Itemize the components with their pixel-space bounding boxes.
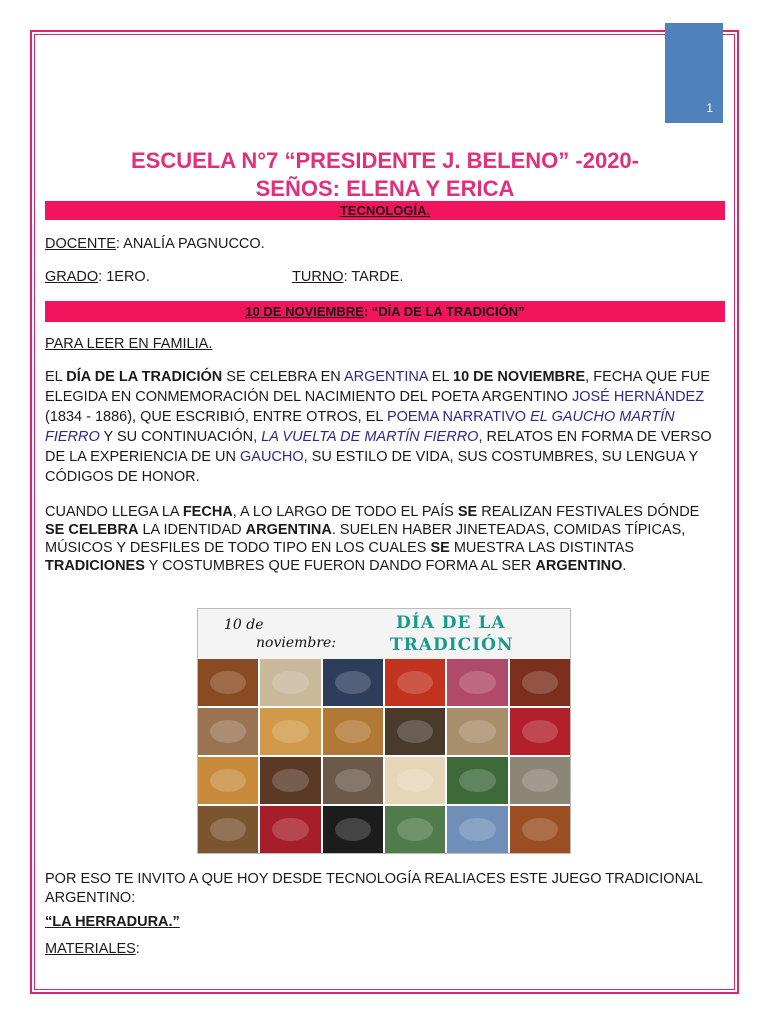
paragraph-festivals: CUANDO LLEGA LA FECHA, A LO LARGO DE TODO EL PAÍS SE REALIZAN FESTIVALES DÓNDE SE CELEBRA LA IDENTIDAD ARGENTINA. SUELEN HABER JINETEADAS, COMIDAS TÍPICAS, MÚSICOS Y DESFILES DE TODO TIPO EN LOS CUALES SE MUESTRA LAS DISTINTAS TRADICIONES Y COSTUMBRES QUE FUERON DANDO FORMA AL SER ARGENTINO. <box>45 504 700 574</box>
photo-saddle <box>447 708 507 755</box>
collage-title-2: TRADICIÓN <box>390 635 514 655</box>
docente-value: : ANALÍA PAGNUCCO. <box>115 236 265 252</box>
docente-line <box>45 235 265 253</box>
paragraph-tradition: EL DÍA DE LA TRADICIÓN SE CELEBRA EN ARGENTINA EL 10 DE NOVIEMBRE, FECHA QUE FUE ELEGIDA EN CONMEMORACIÓN DEL NACIMIENTO DEL POETA ARGENTINO JOSÉ HERNÁNDEZ (1834 - 1886), QUE ESCRIBIÓ, ENTRE OTROS, EL POEMA NARRATIVO EL GAUCHO MARTÍN FIERRO Y SU CONTINUACIÓN, LA VUELTA DE MARTÍN FIERRO, RELATOS EN FORMA DE VERSO DE LA EXPERIENCIA DE UN GAUCHO, SU ESTILO DE VIDA, SUS COSTUMBRES, SU LENGUA Y CÓDIGOS DE HONOR. <box>45 369 712 485</box>
collage-header <box>198 609 570 659</box>
photo-food <box>198 659 258 706</box>
photo-dulce <box>323 708 383 755</box>
photo-horse <box>260 757 320 804</box>
photo-stew <box>510 806 570 853</box>
grado-label: GRADO <box>45 269 99 285</box>
paragraph-invitation: POR ESO TE INVITO A QUE HOY DESDE TECNOLOGÍA REALIACES ESTE JUEGO TRADICIONAL ARGENTINO: <box>45 871 703 906</box>
page-number: 1 <box>706 101 713 115</box>
photo-rope <box>385 659 445 706</box>
link-argentina[interactable]: ARGENTINA <box>343 369 428 385</box>
subject-bar <box>45 201 725 220</box>
photo-cart <box>198 806 258 853</box>
banner-date: 10 DE NOVIEMBRE <box>245 304 364 319</box>
photo-knife <box>510 757 570 804</box>
docente-label: DOCENTE <box>45 236 116 252</box>
turno-line <box>292 268 403 286</box>
link-vuelta-martin-fierro[interactable]: LA VUELTA DE MARTÍN FIERRO <box>261 429 479 445</box>
photo-singer <box>323 659 383 706</box>
photo-dance <box>260 806 320 853</box>
link-gaucho[interactable]: GAUCHO <box>240 449 304 465</box>
subject-label: TECNOLOGÍA. <box>339 203 431 218</box>
photo-hat <box>323 806 383 853</box>
photo-guitar <box>385 757 445 804</box>
photo-gauchos <box>385 806 445 853</box>
section-label: PARA LEER EN FAMILIA. <box>45 336 213 352</box>
photo-poncho <box>510 708 570 755</box>
grado-value: : 1ERO. <box>98 269 150 285</box>
handwritten-month: noviembre: <box>256 635 337 651</box>
grado-line <box>45 268 150 286</box>
photo-rodeo <box>198 708 258 755</box>
banner-text: : “DÍA DE LA TRADICIÓN” <box>363 304 525 319</box>
turno-value: : TARDE. <box>343 269 404 285</box>
school-title: ESCUELA N°7 “PRESIDENTE J. BELENO” -2020- <box>131 148 639 173</box>
link-martin-fierro[interactable]: EL GAUCHO MARTÍN FIERRO <box>45 409 675 445</box>
photo-gourd <box>447 757 507 804</box>
game-title: “LA HERRADURA.” <box>45 914 180 930</box>
photo-dancers <box>447 659 507 706</box>
teachers-title: SEÑOS: ELENA Y ERICA <box>255 176 515 201</box>
photo-obelisk <box>447 806 507 853</box>
photo-asado <box>510 659 570 706</box>
collage-photo-grid <box>198 659 570 853</box>
photo-musicians <box>385 708 445 755</box>
handwritten-date: 10 de <box>224 617 264 633</box>
photo-mate <box>260 659 320 706</box>
photo-guitarist <box>323 757 383 804</box>
link-poema-narrativo[interactable]: POEMA NARRATIVO <box>386 409 527 425</box>
photo-empanadas <box>260 708 320 755</box>
link-jose-hernandez[interactable]: JOSÉ HERNÁNDEZ <box>571 389 705 405</box>
materials-line: MATERIALES: <box>45 941 140 957</box>
materials-label: MATERIALES <box>45 941 136 957</box>
tradition-banner <box>45 301 725 322</box>
collage-title-1: DÍA DE LA <box>396 613 506 633</box>
photo-bread <box>198 757 258 804</box>
turno-label: TURNO <box>292 269 344 285</box>
page-number-tab <box>665 23 723 123</box>
tradition-collage-image <box>197 608 571 854</box>
